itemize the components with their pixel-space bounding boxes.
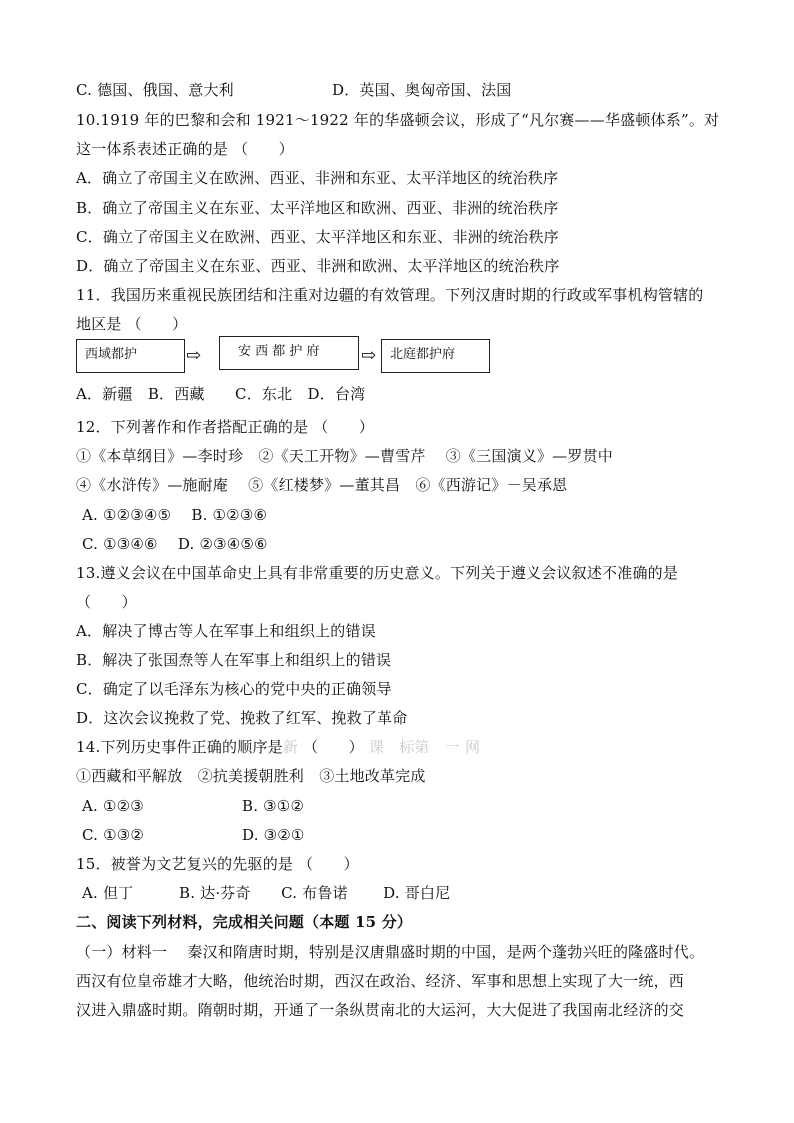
q14-items: ①西藏和平解放 ②抗美援朝胜利 ③土地改革完成	[76, 767, 426, 785]
q12-items-row2: ④《水浒传》—施耐庵 ⑤《红楼梦》—董其昌 ⑥《西游记》－吴承恩	[76, 476, 568, 494]
q11-options: A．新疆 B．西藏 C．东北 D．台湾	[76, 385, 366, 403]
q13-option-d: D．这次会议挽救了党、挽救了红军、挽救了革命	[76, 709, 408, 727]
q9-options-cd	[76, 80, 512, 100]
diagram-box-beiting: 北庭都护府	[381, 339, 490, 373]
q15-options: A. 但丁 B. 达·芬奇 C. 布鲁诺 D. 哥白尼	[82, 884, 451, 902]
q13-option-c: C．确定了以毛泽东为核心的党中央的正确领导	[76, 680, 392, 698]
q13-stem-line2: （ ）	[76, 593, 137, 611]
q10-stem-line1: 10.1919 年的巴黎和会和 1921～1922 年的华盛顿会议，形成了“凡尔赛——华盛顿体系”。对	[76, 111, 720, 129]
q13-stem-line1: 13.遵义会议在中国革命史上具有非常重要的历史意义。下列关于遵义会议叙述不准确的是	[76, 564, 679, 582]
material-para-line1: （一）材料一 秦汉和隋唐时期，特别是汉唐鼎盛时期的中国，是两个蓬勃兴旺的隆盛时代。	[76, 943, 705, 961]
q13-option-b: B．解决了张国焘等人在军事上和组织上的错误	[76, 651, 392, 669]
q13-option-a: A．解决了博古等人在军事上和组织上的错误	[76, 622, 376, 640]
q14-options-ab	[82, 796, 305, 816]
diagram-arrow-1: ⇨	[186, 345, 202, 366]
q10-option-a: A．确立了帝国主义在欧洲、西亚、非洲和东亚、太平洋地区的统治秩序	[76, 169, 559, 187]
q12-options-ab: A. ①②③④⑤ B. ①②③⑥	[82, 506, 268, 524]
q14-option-d: D. ③②①	[242, 826, 305, 844]
q11-stem-line2: 地区是 （ ）	[76, 315, 188, 333]
q15-stem: 15．被誉为文艺复兴的先驱的是 （ ）	[76, 855, 359, 873]
q14-option-b: B. ③①②	[242, 797, 305, 815]
q14-stem	[76, 737, 480, 757]
q10-option-d: D．确立了帝国主义在东亚、西亚、非洲和欧洲、太平洋地区的统治秩序	[76, 257, 560, 275]
section-2-heading: 二、阅读下列材料，完成相关问题（本题 15 分）	[76, 913, 413, 931]
watermark-text-2: 课 标第 一 网	[368, 738, 481, 756]
q14-stem-text: 14.下列历史事件正确的顺序是	[76, 738, 283, 756]
q12-stem: 12．下列著作和作者搭配正确的是 （ ）	[76, 418, 375, 436]
q11-stem-line1: 11．我国历来重视民族团结和注重对边疆的有效管理。下列汉唐时期的行政或军事机构管辖的	[76, 286, 704, 304]
q14-option-a: A. ①②③	[82, 797, 144, 815]
q14-option-c: C. ①③②	[82, 826, 145, 844]
q10-stem-line2: 这一体系表述正确的是 （ ）	[76, 140, 294, 158]
q10-option-b: B．确立了帝国主义在东亚、太平洋地区和欧洲、西亚、非洲的统治秩序	[76, 199, 559, 217]
watermark-text-1: 新	[282, 738, 299, 756]
diagram-arrow-2: ⇨	[361, 345, 377, 366]
q12-items-row1: ①《本草纲目》—李时珍 ②《天工开物》—曹雪芹 ③《三国演义》—罗贯中	[76, 447, 613, 465]
diagram-box-xiyu: 西域都护	[76, 339, 185, 373]
material-para-line2: 西汉有位皇帝雄才大略，他统治时期，西汉在政治、经济、军事和思想上实现了大一统，西	[76, 972, 685, 990]
diagram-box-anxi: 安 西 都 护 府	[219, 336, 359, 370]
q12-options-cd: C. ①③④⑥ D. ②③④⑤⑥	[82, 535, 268, 553]
q9-option-d: D．英国、奥匈帝国、法国	[332, 81, 512, 99]
material-para-line3: 汉进入鼎盛时期。隋朝时期，开通了一条纵贯南北的大运河，大大促进了我国南北经济的交	[76, 1001, 685, 1019]
q10-option-c: C．确立了帝国主义在欧洲、西亚、太平洋地区和东亚、非洲的统治秩序	[76, 228, 559, 246]
q9-option-c: C. 德国、俄国、意大利	[76, 81, 234, 99]
q14-options-cd	[82, 825, 305, 845]
q14-answer-paren: （ ）	[298, 738, 369, 756]
